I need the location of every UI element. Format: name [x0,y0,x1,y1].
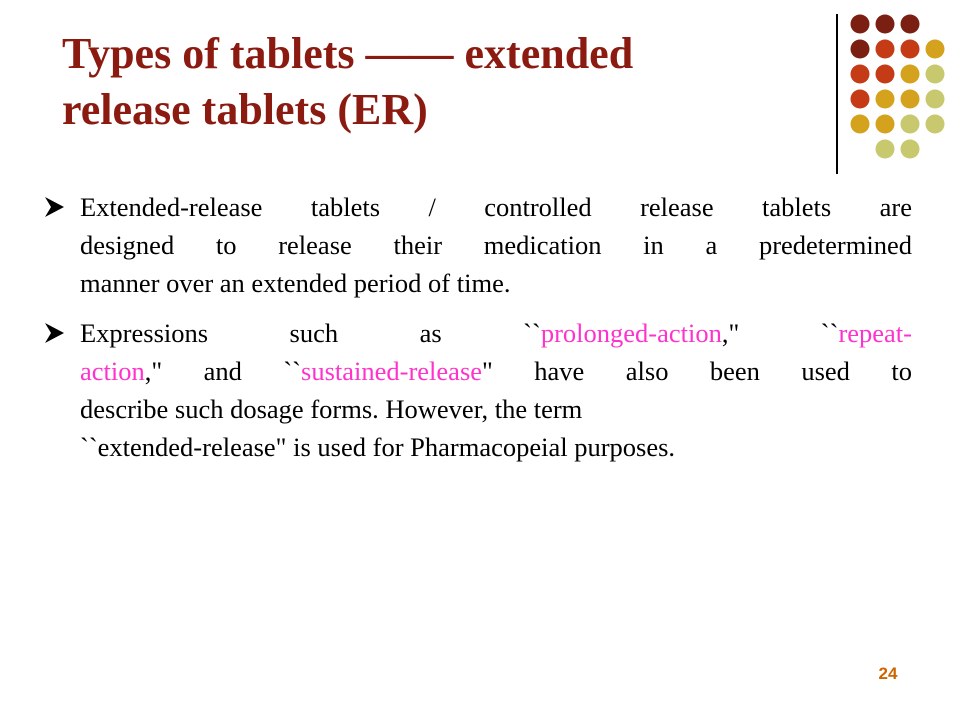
decorative-dot [901,40,920,59]
bullet-item [42,314,912,466]
bullet-line [80,352,912,390]
text-segment: manner over an extended period of time. [80,268,511,298]
text-segment: ``extended-release" is used for Pharmacopeial purposes. [80,432,676,462]
decorative-dot [901,15,920,34]
decorative-dot [926,115,945,134]
text-segment: designed to release their medication in a predetermined [80,230,912,260]
bullet-line [80,390,912,428]
decorative-dot [876,90,895,109]
decorative-dot [851,40,870,59]
decorative-dot [851,115,870,134]
page-number: 24 [878,664,898,683]
slide-body [42,188,912,478]
highlighted-term: repeat- [838,318,912,348]
bullet-line [80,188,912,226]
decorative-dot [926,90,945,109]
arrow-bullet-icon [42,319,70,347]
highlighted-term: prolonged-action [540,318,722,348]
text-segment: " have also been used to [482,356,912,386]
decorative-dot [851,15,870,34]
text-segment: Extended-release tablets / controlled release tablets are [80,192,912,222]
decorative-dot [876,40,895,59]
bullet-line [80,264,912,302]
decorative-dot [901,115,920,134]
highlighted-term: sustained-release [301,356,483,386]
decorative-dot [851,65,870,84]
decorative-dot [901,65,920,84]
decorative-dot [851,90,870,109]
decorative-dot [876,15,895,34]
dot-grid-icon [0,0,960,200]
decorative-dot [926,40,945,59]
arrow-bullet-icon [42,193,70,221]
bullet-line [80,428,912,466]
text-segment: Expressions such as `` [80,318,541,348]
decorative-dot [876,140,895,159]
bullet-line [80,226,912,264]
bullet-item [42,188,912,302]
decorative-dot [876,115,895,134]
decorative-dot [901,90,920,109]
title-line-1: Types of tablets —— extended [62,29,634,78]
text-segment: describe such dosage forms. However, the term [80,394,583,424]
decorative-dot [926,65,945,84]
bullet-line [80,314,912,352]
title-line-2: release tablets (ER) [62,85,428,134]
text-segment: ," `` [721,318,839,348]
text-segment: ," and `` [144,356,302,386]
highlighted-term: action [80,356,145,386]
decorative-dot [876,65,895,84]
decorative-dot [901,140,920,159]
